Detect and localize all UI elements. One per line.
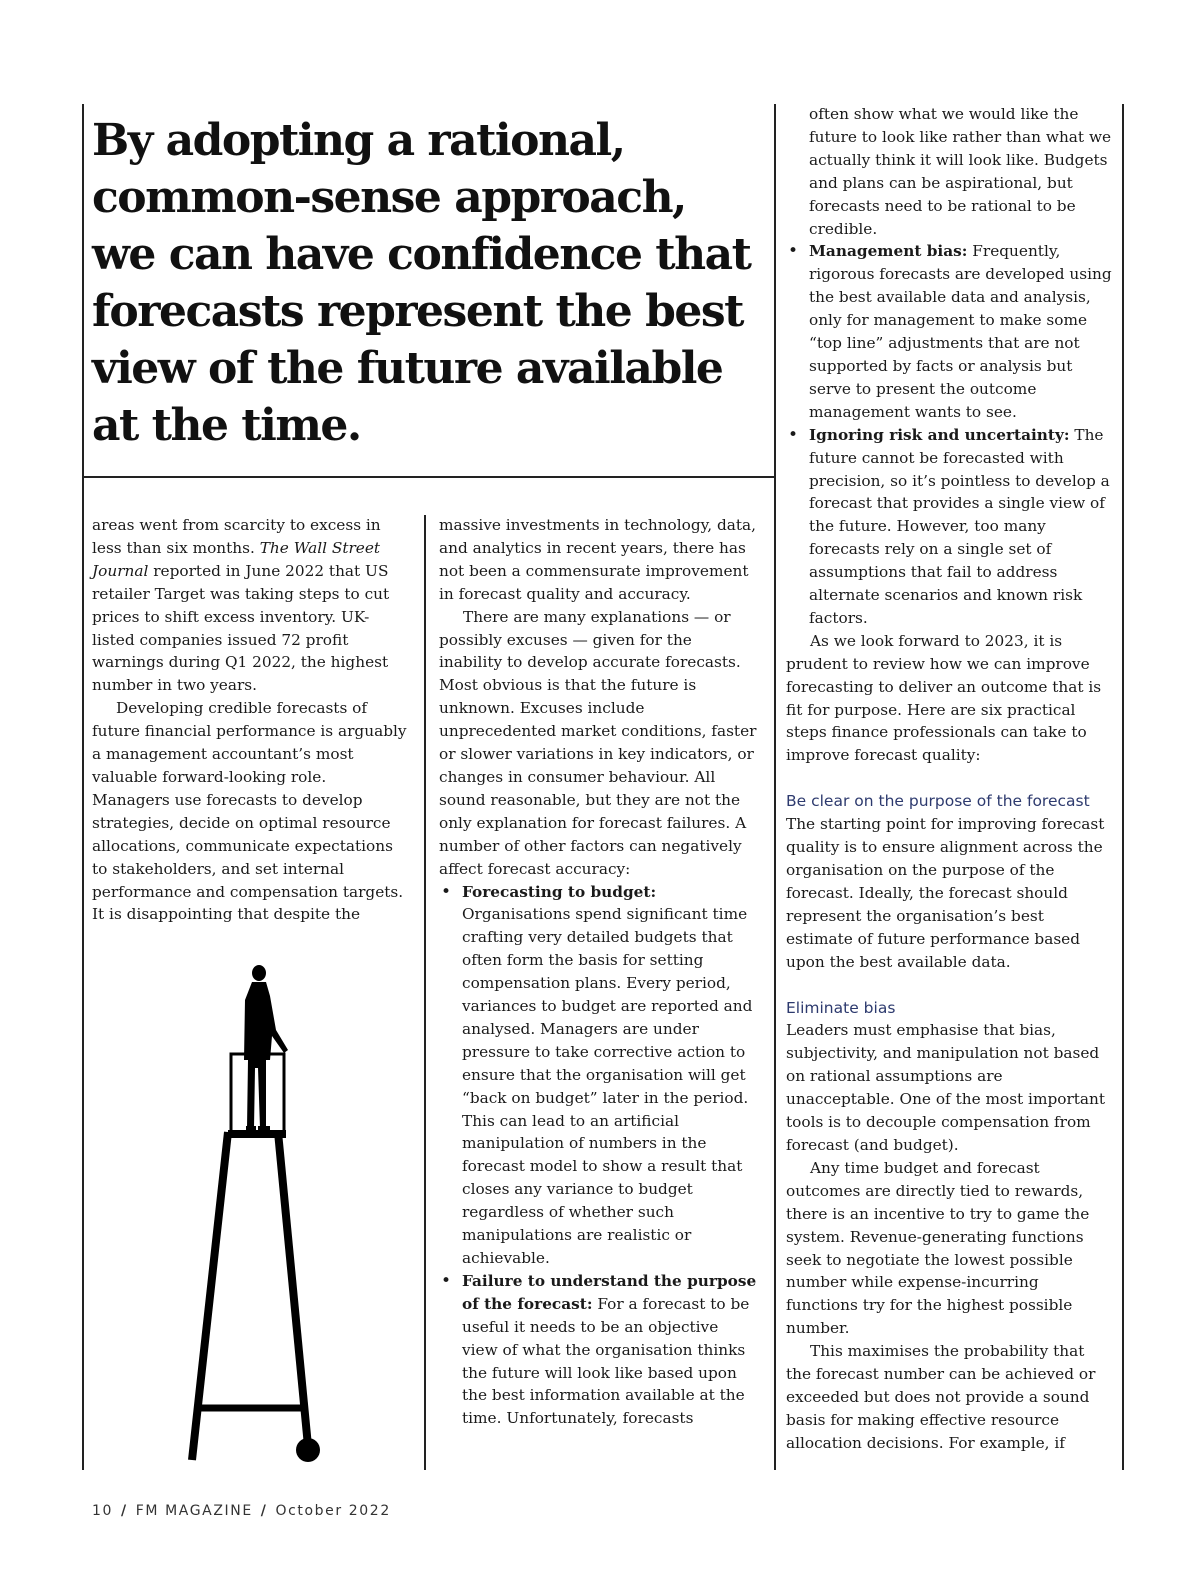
section-heading: Be clear on the purpose of the forecast bbox=[786, 792, 1090, 811]
bullet-title: Ignoring risk and uncertainty: bbox=[809, 425, 1070, 444]
body-paragraph: Any time budget and forecast outcomes are directly tied to rewards, there is an incentive to try to game the system. Revenue-generating functions seek to negotiate the lowest possible number while expense-incurring functions try for the highest possible number. bbox=[786, 1158, 1090, 1338]
page-footer bbox=[92, 1503, 391, 1519]
body-paragraph: Developing credible forecasts of future financial performance is arguably a management accountant’s most valuable forward-looking role. Managers use forecasts to develop strategies, decide on optimal resource allocations, communicate expectations to stakeholders, and set internal performance and compensation targets. It is disappointing that despite the bbox=[92, 699, 407, 924]
left-vertical-rule bbox=[82, 104, 84, 1470]
section-heading: Eliminate bias bbox=[786, 998, 896, 1017]
pull-quote bbox=[92, 112, 752, 454]
footer-separator: / bbox=[260, 1503, 268, 1519]
body-paragraph: The starting point for improving forecast quality is to ensure alignment across the organisation on the purpose of the forecast. Ideally, the forecast should represent the organisation’s best estimate of future performance based upon the best available data. bbox=[786, 815, 1105, 971]
body-paragraph: massive investments in technology, data, and analytics in recent years, there has not been a commensurate improvement in forecast quality and accuracy. bbox=[439, 516, 757, 603]
bullet-title: Forecasting to budget: bbox=[462, 882, 657, 901]
bullet-item: • Ignoring risk and uncertainty: The future cannot be forecasted with precision, so it’s pointless to develop a forecast that provides a single view of the future. However, too many forecasts rely on a single set of assumptions that fail to address alternate scenarios and known risk factors. bbox=[786, 424, 1112, 630]
pull-quote-line: By adopting a rational, bbox=[92, 115, 625, 166]
bullet-item: • Failure to understand the purpose of the forecast: For a forecast to be useful it needs to be an objective view of what the organisation thinks the future will look like based upon the best information available at the time. Unfortunately, forecasts bbox=[439, 1270, 757, 1430]
bullet-item: • Management bias: Frequently, rigorous forecasts are developed using the best available data and analysis, only for management to make some “top line” adjustments that are not supported by facts or analysis but serve to present the outcome management wants to see. bbox=[786, 240, 1112, 423]
bullet-list bbox=[439, 881, 757, 1431]
body-paragraph: Leaders must emphasise that bias, subjectivity, and manipulation not based on rational assumptions are unacceptable. One of the most important tools is to decouple compensation from forecast (and budget). bbox=[786, 1021, 1106, 1154]
mid-vertical-rule-2 bbox=[774, 104, 776, 1470]
article-column-3 bbox=[786, 103, 1112, 1455]
pull-quote-line: view of the future available bbox=[92, 343, 723, 394]
article-column-1 bbox=[92, 514, 408, 926]
bullet-item: • Forecasting to budget: Organisations spend significant time crafting very detailed budgets that often form the basis for setting compensation plans. Every period, variances to budget are reported and analysed. Managers are under pressure to take corrective action to ensure that the organisation will get “back on budget” later in the period. This can lead to an artificial manipulation of numbers in the forecast model to show a result that closes any variance to budget regardless of whether such manipulations are realistic or achievable. bbox=[439, 881, 757, 1270]
issue-date: October 2022 bbox=[275, 1503, 391, 1519]
bullet-continuation: often show what we would like the future to look like rather than what we actually think it will look like. Budgets and plans can be aspirational, but forecasts need to be rational to be credible. bbox=[809, 105, 1112, 238]
footer-separator: / bbox=[121, 1503, 128, 1519]
bullet-title: Management bias: bbox=[809, 242, 968, 261]
page-number: 10 bbox=[92, 1503, 114, 1519]
publication-name: The Wall Street Journal bbox=[92, 538, 381, 580]
body-paragraph: There are many explanations — or possibly excuses — given for the inability to develop accurate forecasts. Most obvious is that the future is unknown. Excuses include unprecedented market conditions, faster or slower variations in key indicators, or changes in consumer behaviour. All sound reasonable, but they are not the only explanation for forecast failures. A number of other factors can negatively affect forecast accuracy: bbox=[439, 607, 757, 878]
ladder-icon bbox=[192, 1054, 320, 1462]
pullquote-bottom-rule bbox=[82, 476, 776, 478]
mid-vertical-rule-1 bbox=[424, 515, 426, 1470]
right-vertical-rule bbox=[1122, 104, 1124, 1470]
pull-quote-line: at the time. bbox=[92, 400, 361, 451]
pull-quote-line: forecasts represent the best bbox=[92, 286, 743, 337]
person-on-ladder-illustration bbox=[180, 960, 330, 1470]
article-column-2 bbox=[439, 514, 757, 1430]
bullet-title: Failure to understand the purpose of the forecast: bbox=[462, 1271, 757, 1313]
body-paragraph: areas went from scarcity to excess in less than six months. The Wall Street Journal reported in June 2022 that US retailer Target was taking steps to cut prices to shift excess inventory. UK-listed companies issued 72 profit warnings during Q1 2022, the highest number in two years. bbox=[92, 516, 390, 695]
body-paragraph: This maximises the probability that the forecast number can be achieved or exceeded but does not provide a sound basis for making effective resource allocation decisions. For example, if bbox=[786, 1342, 1096, 1452]
bullet-list bbox=[786, 240, 1112, 629]
pull-quote-line: we can have confidence that bbox=[92, 229, 751, 280]
person-silhouette-icon bbox=[244, 965, 288, 1130]
magazine-name: FM MAGAZINE bbox=[135, 1503, 253, 1519]
body-paragraph: As we look forward to 2023, it is prudent to review how we can improve forecasting to deliver an outcome that is fit for purpose. Here are six practical steps finance professionals can take to improve forecast quality: bbox=[786, 631, 1102, 765]
pull-quote-line: common-sense approach, bbox=[92, 172, 686, 223]
